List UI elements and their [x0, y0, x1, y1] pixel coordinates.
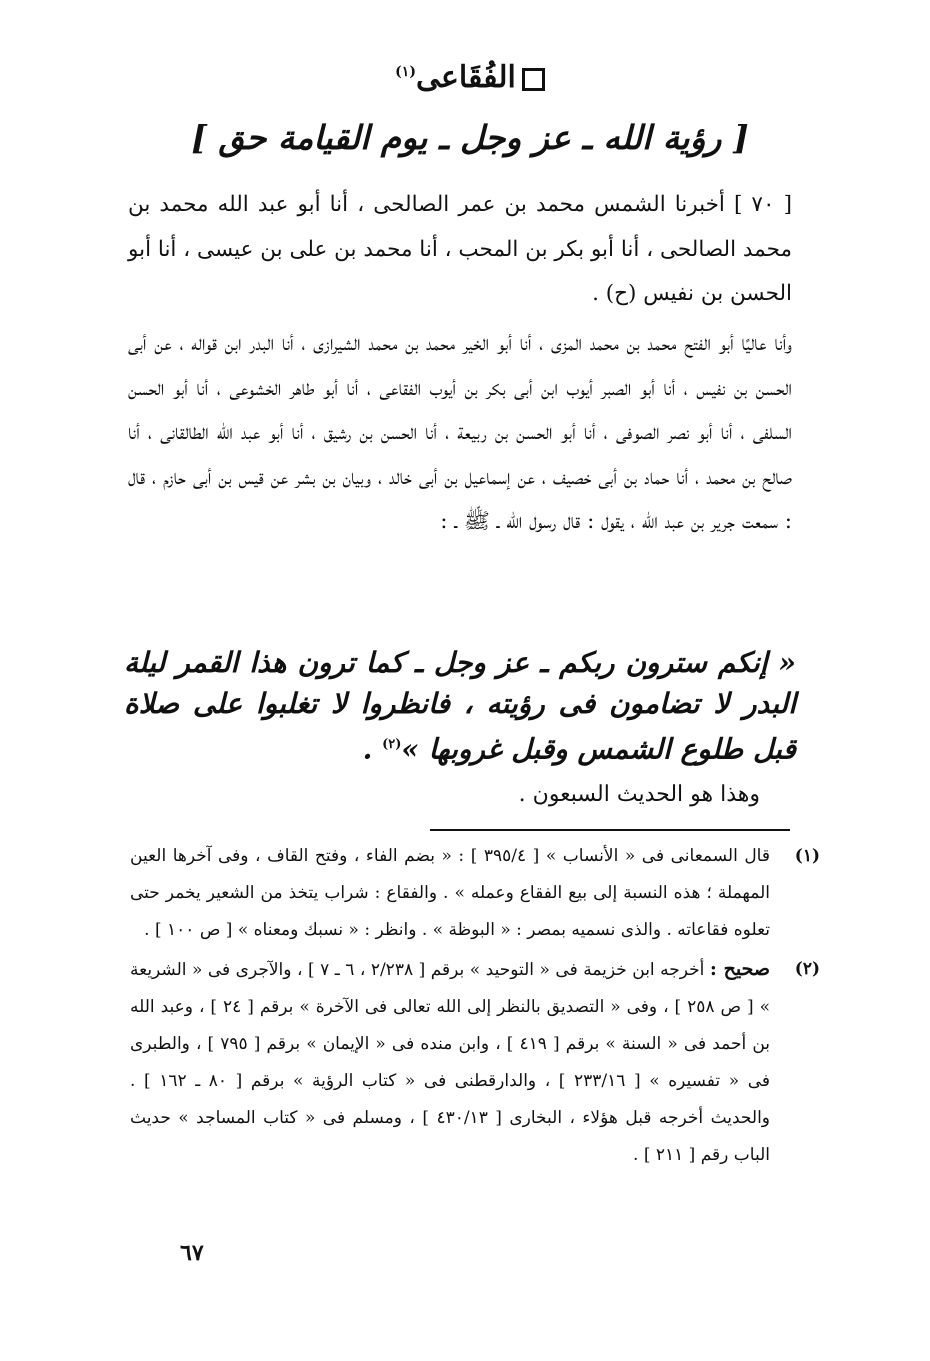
hadith-text-block [124, 642, 796, 769]
footnote-number: (٢) [794, 959, 820, 979]
square-bullet-icon [522, 68, 545, 91]
footnote-text: قال السمعانى فى « الأنساب » [ ٣٩٥/٤ ] : « بضم الفاء ، وفتح القاف ، وفى آخرها العين المهملة ؛ هذه النسبة إلى بيع الفقاع وعمله » . والفقاع : شراب يتخذ من الشعير يخمر حتى تعلوه فقاعاته . والذى نسميه بمصر : « البوظة » . وانظر : « نسبك ومعناه » [ ص ١٠٠ ] . [130, 846, 770, 940]
isnad-paragraph-1 [128, 183, 792, 317]
paragraph-text: وأنا عاليًا أبو الفتح محمد بن محمد المزى ، أنا أبو الخير محمد بن محمد الشيرازى ، أنا البدر ابن قواله ، عن أبى الحسن بن نفيس ، أنا أبو الصبر أيوب ابن أبى بكر بن أيوب الفقاعى ، أنا أبو طاهر الخشوعى ، أنا أبو الحسن السلفى ، أنا أبو نصر الصوفى ، أنا أبو الحسن بن ربيعة ، أنا الحسن بن رشيق ، أنا أبو عبد الله الطالقانى ، أنا صالح بن محمد ، أنا حماد بن أبى خصيف ، عن إسماعيل بن أبى خالد ، وبيان بن بشر عن قيس بن أبى حازم ، قال : سمعت جرير بن عبد الله ، يقول : قال رسول الله ـ ﷺ ـ : [128, 331, 792, 534]
paragraph-text: [ ٧٠ ] أخبرنا الشمس محمد بن عمر الصالحى ، أنا أبو عبد الله محمد بن محمد الصالحى ، أنا أبو بكر بن المحب ، أنا محمد بن على بن عيسى ، أنا أبو الحسن بن نفيس (ح) . [128, 192, 792, 306]
footnote-grade-label: صحيح : [709, 958, 771, 980]
footnote-2 [130, 951, 820, 1174]
hadith-paragraph [124, 642, 796, 769]
footnote-divider [430, 829, 790, 831]
footnotes [130, 838, 820, 1176]
footnote-number: (١) [794, 846, 820, 866]
footnote-body [130, 951, 770, 1174]
hadith-end: . [362, 732, 373, 766]
footnote-text: أخرجه ابن خزيمة فى « التوحيد » برقم [ ٢/٢٣٨ ، ٦ ـ ٧ ] ، والآجرى فى « الشريعة » [ ص ٢٥٨ ] ، وفى « التصديق بالنظر إلى الله تعالى فى الآخرة » برقم [ ٢٤ ] ، وعبد الله بن أحمد فى « السنة » برقم [ ٤١٩ ] ، وابن منده فى « الإيمان » برقم [ ٧٩٥ ] ، والطبرى فى « تفسيره » [ ٢٣٣/١٦ ] ، والدارقطنى فى « كتاب الرؤية » برقم [ ٨٠ ـ ١٦٢ ] . والحديث أخرجه قبل هؤلاء ، البخارى [ ٤٣٠/١٣ ] ، ومسلم فى « كتاب المساجد » حديث الباب رقم [ ٢١١ ] . [130, 960, 771, 1165]
isnad-paragraph-2 [128, 322, 792, 545]
closing-line: وهذا هو الحديث السبعون . [518, 782, 760, 807]
chapter-header [140, 60, 800, 95]
hadith-text: « إنكم سترون ربكم ـ عز وجل ـ كما ترون هذا القمر ليلة البدر لا تضامون فى رؤيته ، فانظروا لا تغلبوا على صلاة قبل طلوع الشمس وقبل غروبها » [124, 646, 796, 766]
page-number: ٦٧ [180, 1240, 204, 1266]
hadith-footnote-ref: (٢) [382, 737, 402, 752]
footnote-1 [130, 838, 820, 949]
title-footnote-ref: (١) [395, 64, 416, 80]
chapter-title: الفُقَاعى [415, 60, 516, 95]
chapter-subtitle: [ رؤية الله ـ عز وجل ـ يوم القيامة حق ] [191, 118, 749, 157]
